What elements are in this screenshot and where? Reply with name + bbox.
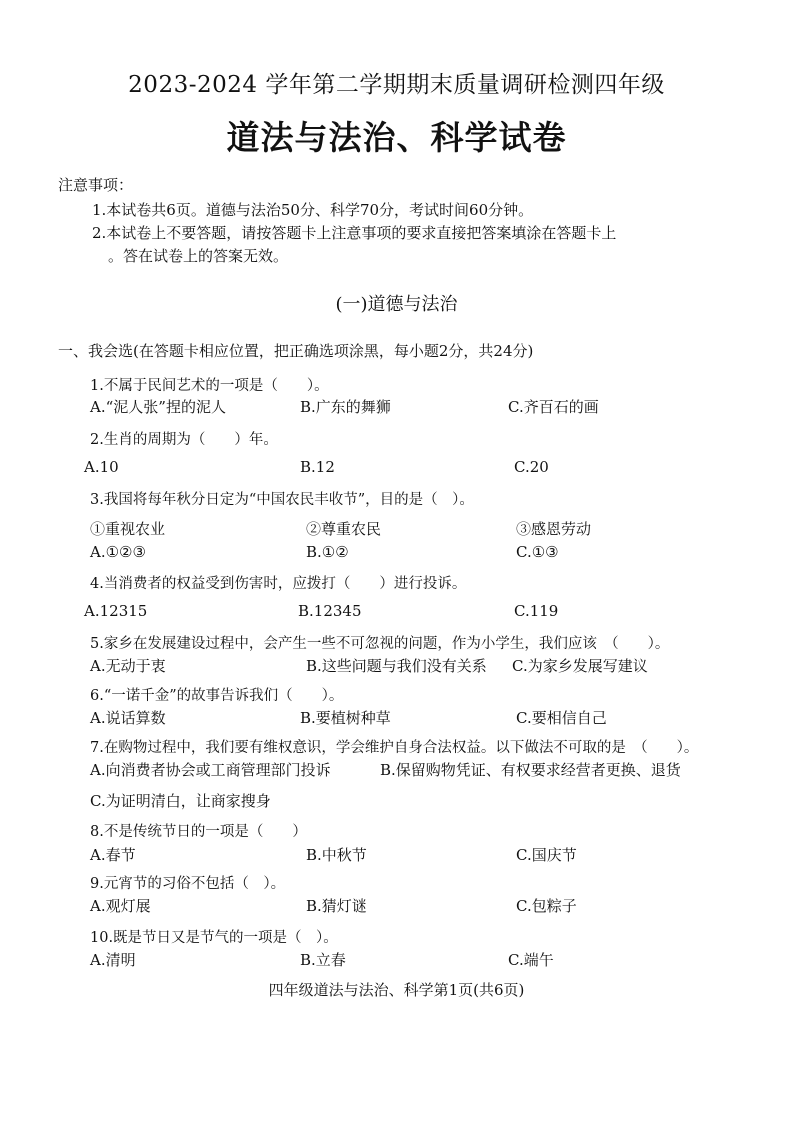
q3-statement-1: ①重视农业: [90, 520, 166, 538]
q5-option-a: A.无动于衷: [90, 657, 166, 675]
part-heading: 一、我会选(在答题卡相应位置，把正确选项涂黑，每小题2分，共24分): [58, 342, 534, 360]
q3-option-a: A.①②③: [90, 543, 146, 561]
question-9: 9.元宵节的习俗不包括（ ）。: [90, 876, 286, 892]
q2-option-a: A.10: [84, 458, 119, 476]
q3-option-c: C.①③: [516, 543, 559, 561]
q4-option-b: B.12345: [298, 602, 362, 620]
question-1: 1.不属于民间艺术的一项是（ ）。: [90, 378, 329, 394]
q6-option-b: B.要植树种草: [300, 709, 391, 727]
q7-option-b: B.保留购物凭证、有权要求经营者更换、退货: [380, 761, 681, 779]
q6-option-c: C.要相信自己: [516, 709, 607, 727]
q1-option-c: C.齐百石的画: [508, 398, 599, 416]
q2-option-b: B.12: [300, 458, 335, 476]
q7-option-a: A.向消费者协会或工商管理部门投诉: [90, 761, 331, 779]
note-item-2: 2.本试卷上不要答题，请按答题卡上注意事项的要求直接把答案填涂在答题卡上: [92, 224, 617, 242]
q5-option-c: C.为家乡发展写建议: [512, 657, 648, 675]
q9-option-a: A.观灯展: [90, 897, 151, 915]
question-4: 4.当消费者的权益受到伤害时，应拨打（ ）进行投诉。: [90, 576, 467, 592]
q10-option-b: B.立春: [300, 951, 346, 969]
question-10: 10.既是节日又是节气的一项是（ ）。: [90, 930, 338, 946]
q1-option-a: A.“泥人张”捏的泥人: [90, 398, 226, 416]
note-item-1: 1.本试卷共6页。道德与法治50分、科学70分，考试时间60分钟。: [92, 201, 534, 219]
page-footer: 四年级道法与法治、科学第1页(共6页): [268, 981, 525, 999]
section-title: (一)道德与法治: [335, 294, 458, 315]
exam-title-line1: 2023-2024 学年第二学期期末质量调研检测四年级: [128, 72, 665, 98]
q10-option-a: A.清明: [90, 951, 136, 969]
q6-option-a: A.说话算数: [90, 709, 166, 727]
q8-option-c: C.国庆节: [516, 846, 577, 864]
q4-option-c: C.119: [514, 602, 559, 620]
q8-option-b: B.中秋节: [306, 846, 367, 864]
q8-option-a: A.春节: [90, 846, 136, 864]
notes-heading: 注意事项：: [58, 176, 134, 194]
question-2: 2.生肖的周期为（ ）年。: [90, 432, 278, 448]
question-7: 7.在购物过程中，我们要有维权意识，学会维护自身合法权益。以下做法不可取的是 （ ）。: [90, 740, 699, 756]
q3-statement-3: ③感恩劳动: [516, 520, 592, 538]
question-8: 8.不是传统节日的一项是（ ）: [90, 824, 307, 840]
exam-title-line2: 道法与法治、科学试卷: [226, 118, 567, 157]
q9-option-c: C.包粽子: [516, 897, 577, 915]
question-6: 6.“一诺千金”的故事告诉我们（ ）。: [90, 688, 344, 704]
q7-option-c: C.为证明清白，让商家搜身: [90, 792, 271, 810]
q4-option-a: A.12315: [84, 602, 148, 620]
q3-statement-2: ②尊重农民: [306, 520, 382, 538]
note-item-2-cont: 。答在试卷上的答案无效。: [108, 247, 289, 265]
q3-option-b: B.①②: [306, 543, 349, 561]
question-3: 3.我国将每年秋分日定为“中国农民丰收节”，目的是（ ）。: [90, 492, 474, 508]
q1-option-b: B.广东的舞狮: [300, 398, 391, 416]
q9-option-b: B.猜灯谜: [306, 897, 367, 915]
question-5: 5.家乡在发展建设过程中，会产生一些不可忽视的问题，作为小学生，我们应该 （ ）。: [90, 636, 670, 652]
q10-option-c: C.端午: [508, 951, 554, 969]
q5-option-b: B.这些问题与我们没有关系: [306, 657, 487, 675]
q2-option-c: C.20: [514, 458, 549, 476]
